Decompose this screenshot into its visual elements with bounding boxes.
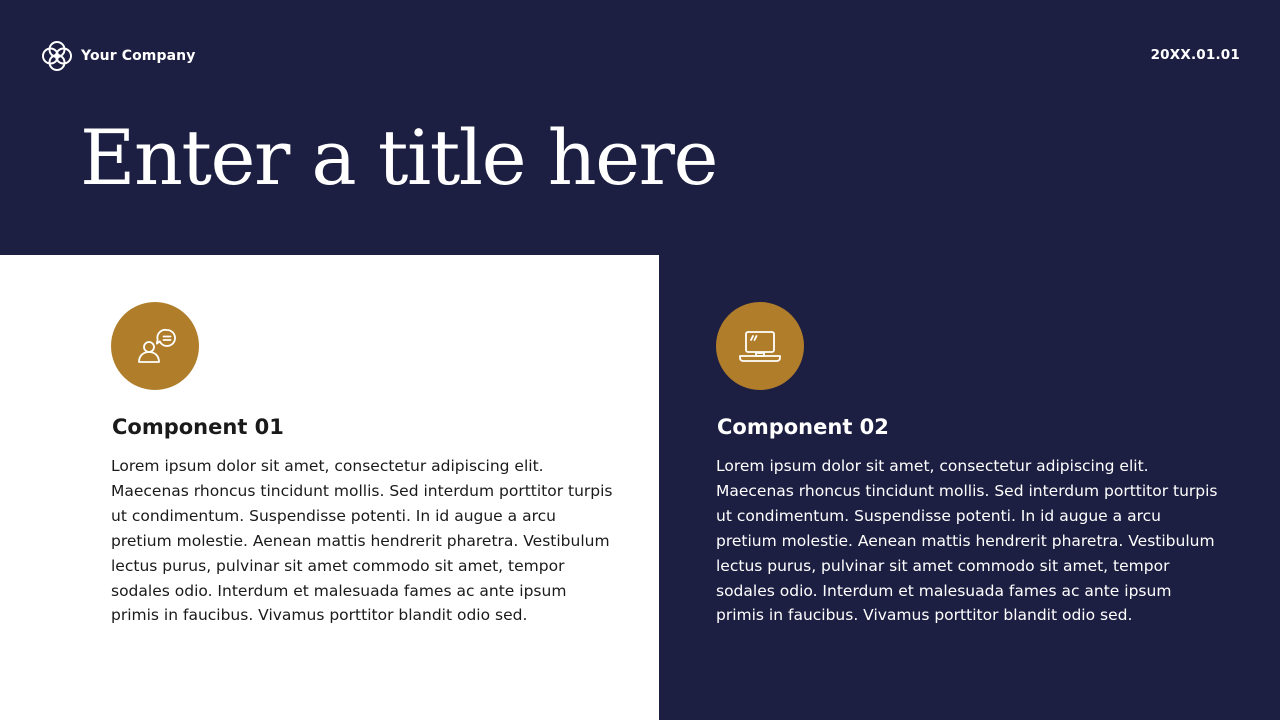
people-chat-icon — [127, 318, 183, 374]
brand-name: Your Company — [81, 48, 196, 64]
component-01-title: Component 01 — [112, 415, 284, 439]
component-02-title: Component 02 — [717, 415, 889, 439]
component-02-body: Lorem ipsum dolor sit amet, consectetur adipiscing elit. Maecenas rhoncus tincidunt mollis. Sed interdum porttitor turpis ut condimentum. Suspendisse potenti. In id augue a arcu pretium molestie. Aenean mattis hendrerit pharetra. Vestibulum lectus purus, pulvinar sit amet commodo sit amet, tempor sodales odio. Interdum et malesuada fames ac ante ipsum primis in faucibus. Vivamus porttitor blandit odio sed. — [716, 457, 1218, 625]
brand — [40, 40, 195, 72]
component-01-body: Lorem ipsum dolor sit amet, consectetur adipiscing elit. Maecenas rhoncus tincidunt mollis. Sed interdum porttitor turpis ut condimentum. Suspendisse potenti. In id augue a arcu pretium molestie. Aenean mattis hendrerit pharetra. Vestibulum lectus purus, pulvinar sit amet commodo sit amet, tempor sodales odio. Interdum et malesuada fames ac ante ipsum primis in faucibus. Vivamus porttitor blandit odio sed. — [111, 457, 613, 625]
laptop-icon — [732, 318, 788, 374]
header-date: 20XX.01.01 — [1150, 47, 1240, 63]
component-02-icon-badge — [716, 302, 804, 390]
component-01 — [111, 302, 631, 625]
component-02 — [716, 302, 1236, 625]
page-title: Enter a title here — [80, 113, 717, 202]
interlocking-rings-logo-icon — [40, 39, 74, 73]
component-01-icon-badge — [111, 302, 199, 390]
